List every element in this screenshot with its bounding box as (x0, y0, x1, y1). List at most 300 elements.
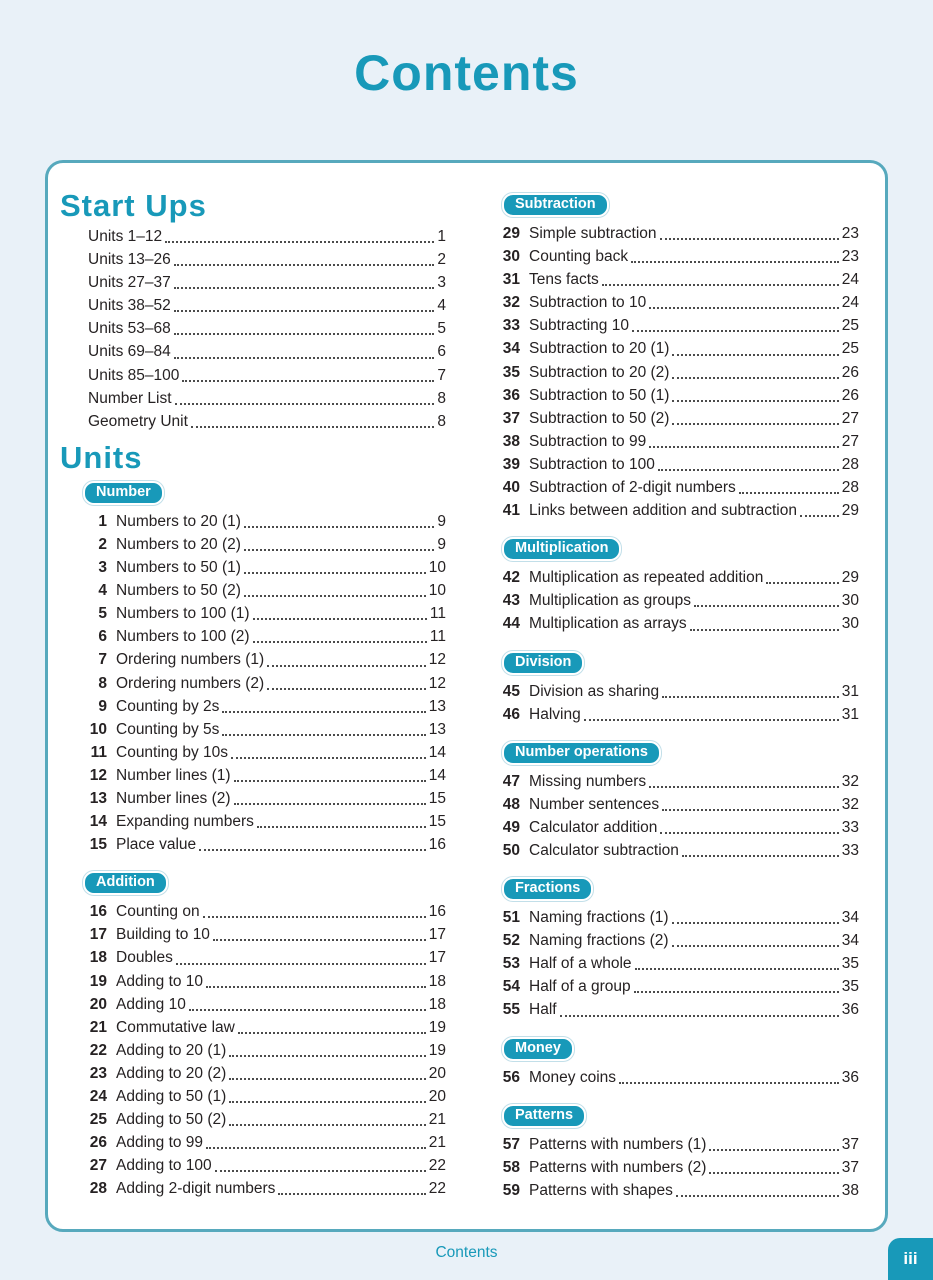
toc-row (502, 770, 859, 793)
toc-item-number: 34 (502, 340, 520, 358)
dot-leader (646, 430, 842, 453)
toc-item-page: 10 (428, 582, 446, 600)
toc-row (73, 900, 446, 923)
toc-item-page: 34 (841, 909, 859, 927)
toc-item-title: Ordering numbers (2) (116, 674, 265, 692)
toc-item-page: 16 (428, 903, 446, 921)
toc-item-title: Division as sharing (529, 682, 660, 700)
toc-item-page: 17 (428, 926, 446, 944)
dot-leader (763, 566, 841, 589)
toc-item-title: Subtraction to 20 (1) (529, 340, 670, 358)
toc-item-title: Units 85–100 (88, 366, 180, 384)
toc-item-number: 55 (502, 1001, 520, 1019)
toc-row (88, 248, 446, 271)
toc-item-title: Subtraction to 50 (1) (529, 386, 670, 404)
toc-row (73, 625, 446, 648)
toc-row (88, 387, 446, 410)
toc-item-page: 10 (428, 559, 446, 577)
toc-item-page: 29 (841, 569, 859, 587)
section-badge-patterns: Patterns (502, 1104, 586, 1128)
contents-box (45, 160, 888, 1232)
toc-row (502, 906, 859, 929)
section-rows-number (73, 510, 492, 856)
dot-leader (706, 1156, 841, 1179)
toc-item-title: Half of a group (529, 978, 631, 996)
section-rows-subtraction (502, 222, 859, 522)
toc-item-number: 46 (502, 705, 520, 723)
section-multiplication (502, 537, 859, 635)
toc-item-page: 27 (841, 432, 859, 450)
toc-item-page: 27 (841, 409, 859, 427)
toc-row (73, 556, 446, 579)
toc-item-page: 26 (841, 363, 859, 381)
section-number (60, 481, 492, 856)
toc-item-title: Units 53–68 (88, 320, 171, 338)
toc-item-title: Subtraction to 10 (529, 294, 647, 312)
section-badge-money: Money (502, 1037, 574, 1061)
toc-item-title: Patterns with shapes (529, 1181, 673, 1199)
toc-item-title: Adding to 100 (116, 1157, 212, 1175)
toc-item-page: 22 (428, 1180, 446, 1198)
dot-leader (241, 556, 429, 579)
toc-item-title: Number sentences (529, 795, 660, 813)
toc-item-number: 47 (502, 772, 520, 790)
dot-leader (687, 612, 842, 635)
toc-row (502, 1133, 859, 1156)
toc-item-page: 13 (428, 697, 446, 715)
toc-item-number: 12 (89, 766, 107, 784)
toc-item-page: 20 (428, 1064, 446, 1082)
start-ups-heading: Start Ups (60, 188, 207, 223)
toc-row (88, 410, 446, 433)
toc-item-title: Numbers to 100 (2) (116, 628, 250, 646)
dot-leader (226, 1039, 428, 1062)
toc-item-number: 7 (98, 651, 107, 669)
toc-item-title: Halving (529, 705, 581, 723)
section-badge-multiplication: Multiplication (502, 537, 621, 561)
toc-row (502, 384, 859, 407)
toc-item-page: 14 (428, 766, 446, 784)
toc-item-page: 37 (841, 1135, 859, 1153)
toc-item-title: Number lines (2) (116, 789, 231, 807)
toc-item-title: Number List (88, 389, 172, 407)
toc-item-number: 53 (502, 955, 520, 973)
toc-item-page: 16 (428, 836, 446, 854)
toc-item-page: 3 (437, 274, 446, 292)
dot-leader (226, 1062, 428, 1085)
toc-item-title: Adding to 20 (1) (116, 1041, 227, 1059)
dot-leader (669, 361, 841, 384)
toc-item-title: Counting by 5s (116, 720, 220, 738)
toc-item-number: 25 (89, 1111, 107, 1129)
toc-item-title: Half (529, 1001, 557, 1019)
toc-item-number: 40 (502, 479, 520, 497)
section-fractions (502, 877, 859, 1021)
toc-item-number: 23 (89, 1064, 107, 1082)
toc-item-number: 22 (89, 1041, 107, 1059)
page-number-tab (888, 1238, 933, 1280)
toc-row (88, 271, 446, 294)
toc-item-title: Subtraction to 20 (2) (529, 363, 670, 381)
toc-item-page: 7 (437, 366, 446, 384)
section-rows-fractions (502, 906, 859, 1021)
toc-item-title: Subtracting 10 (529, 317, 629, 335)
toc-item-page: 28 (841, 455, 859, 473)
dot-leader (219, 695, 428, 718)
toc-item-page: 38 (841, 1181, 859, 1199)
toc-item-page: 21 (428, 1134, 446, 1152)
dot-leader (171, 271, 438, 294)
dot-leader (188, 410, 437, 433)
page-title: Contents (354, 45, 579, 101)
toc-row (73, 970, 446, 993)
toc-item-page: 33 (841, 818, 859, 836)
toc-row (73, 1177, 446, 1200)
toc-row (73, 923, 446, 946)
toc-item-title: Units 69–84 (88, 343, 171, 361)
toc-row (502, 314, 859, 337)
toc-item-title: Numbers to 50 (1) (116, 559, 241, 577)
dot-leader (212, 1154, 429, 1177)
toc-item-title: Naming fractions (2) (529, 932, 669, 950)
toc-item-page: 37 (841, 1158, 859, 1176)
toc-row (502, 1066, 859, 1089)
toc-item-page: 6 (437, 343, 446, 361)
toc-row (502, 589, 859, 612)
toc-item-page: 18 (428, 995, 446, 1013)
toc-row (73, 833, 446, 856)
toc-item-title: Subtraction to 50 (2) (529, 409, 670, 427)
toc-row (502, 929, 859, 952)
toc-item-number: 15 (89, 836, 107, 854)
dot-leader (162, 225, 437, 248)
toc-row (502, 361, 859, 384)
toc-item-page: 15 (428, 813, 446, 831)
toc-row (73, 1108, 446, 1131)
dot-leader (186, 993, 429, 1016)
toc-row (88, 317, 446, 340)
dot-leader (171, 248, 438, 271)
toc-item-number: 33 (502, 317, 520, 335)
toc-row (73, 810, 446, 833)
toc-row (73, 648, 446, 671)
dot-leader (241, 510, 437, 533)
section-badge-number: Number (83, 481, 164, 505)
dot-leader (231, 787, 429, 810)
toc-item-number: 38 (502, 432, 520, 450)
toc-item-number: 36 (502, 386, 520, 404)
dot-leader (200, 900, 429, 923)
toc-item-page: 13 (428, 720, 446, 738)
section-badge-addition: Addition (83, 871, 168, 895)
toc-item-number: 11 (90, 743, 107, 761)
toc-row (73, 1062, 446, 1085)
toc-item-number: 45 (502, 682, 520, 700)
toc-item-number: 5 (98, 605, 107, 623)
dot-leader (275, 1177, 428, 1200)
dot-leader (226, 1108, 428, 1131)
toc-row (502, 839, 859, 862)
section-badge-division: Division (502, 651, 584, 675)
toc-row (502, 476, 859, 499)
dot-leader (646, 291, 842, 314)
dot-leader (203, 970, 429, 993)
dot-leader (629, 314, 842, 337)
dot-leader (219, 718, 428, 741)
toc-item-number: 13 (89, 789, 107, 807)
toc-row (502, 612, 859, 635)
toc-item-number: 9 (98, 697, 107, 715)
section-rows-multiplication (502, 566, 859, 635)
toc-item-number: 56 (502, 1068, 520, 1086)
toc-item-number: 27 (89, 1157, 107, 1175)
toc-item-number: 8 (98, 674, 107, 692)
toc-item-title: Counting on (116, 903, 200, 921)
dot-leader (669, 929, 842, 952)
dot-leader (179, 364, 437, 387)
toc-item-title: Units 13–26 (88, 251, 171, 269)
toc-row (88, 364, 446, 387)
dot-leader (669, 407, 841, 430)
toc-item-title: Counting by 10s (116, 743, 229, 761)
toc-item-page: 15 (428, 789, 446, 807)
toc-item-page: 33 (841, 841, 859, 859)
toc-item-page: 34 (841, 932, 859, 950)
toc-item-page: 20 (428, 1088, 446, 1105)
toc-item-page: 36 (841, 1068, 859, 1086)
toc-row (73, 1131, 446, 1154)
toc-row (88, 225, 446, 248)
toc-item-title: Adding to 50 (1) (116, 1088, 227, 1105)
toc-item-title: Commutative law (116, 1018, 235, 1036)
toc-item-number: 42 (502, 569, 520, 587)
toc-item-title: Calculator addition (529, 818, 658, 836)
toc-item-page: 18 (428, 972, 446, 990)
toc-row (73, 718, 446, 741)
toc-item-number: 58 (502, 1158, 520, 1176)
dot-leader (235, 1016, 429, 1039)
toc-item-page: 26 (841, 386, 859, 404)
toc-row (502, 499, 859, 522)
section-division (502, 651, 859, 726)
left-sections (60, 481, 492, 1201)
dot-leader (669, 906, 842, 929)
section-rows-patterns (502, 1133, 859, 1202)
toc-item-title: Expanding numbers (116, 813, 254, 831)
toc-item-title: Adding 2-digit numbers (116, 1180, 276, 1198)
toc-item-page: 12 (428, 651, 446, 669)
toc-item-title: Adding 10 (116, 995, 186, 1013)
toc-row (502, 816, 859, 839)
toc-item-number: 49 (502, 818, 520, 836)
toc-item-title: Adding to 10 (116, 972, 204, 990)
section-money (502, 1037, 859, 1089)
toc-item-number: 41 (502, 502, 520, 520)
toc-item-number: 1 (98, 512, 107, 530)
dot-leader (673, 1179, 842, 1202)
dot-leader (657, 222, 842, 245)
toc-item-title: Multiplication as groups (529, 592, 691, 610)
dot-leader (616, 1066, 842, 1089)
toc-item-page: 17 (428, 949, 446, 967)
toc-item-number: 31 (502, 271, 520, 289)
toc-item-title: Simple subtraction (529, 225, 657, 242)
toc-item-title: Half of a whole (529, 955, 632, 973)
toc-row (502, 566, 859, 589)
toc-item-page: 28 (841, 479, 859, 497)
right-column (492, 189, 859, 1229)
toc-row (88, 294, 446, 317)
toc-item-number: 57 (502, 1135, 520, 1153)
toc-item-title: Doubles (116, 949, 173, 967)
toc-item-title: Ordering numbers (1) (116, 651, 265, 669)
toc-row (73, 579, 446, 602)
toc-item-title: Money coins (529, 1068, 617, 1086)
dot-leader (171, 294, 438, 317)
toc-row (73, 1016, 446, 1039)
toc-row (73, 1154, 446, 1177)
dot-leader (599, 268, 842, 291)
toc-item-number: 18 (89, 949, 107, 967)
toc-row (73, 1085, 446, 1108)
toc-row (73, 787, 446, 810)
dot-leader (254, 810, 429, 833)
toc-item-number: 24 (89, 1088, 107, 1105)
toc-item-number: 20 (89, 995, 107, 1013)
toc-row (502, 291, 859, 314)
toc-row (502, 680, 859, 703)
toc-row (73, 764, 446, 787)
toc-row (502, 1179, 859, 1202)
toc-item-number: 59 (502, 1181, 520, 1199)
section-rows-division (502, 680, 859, 726)
dot-leader (171, 340, 438, 363)
toc-item-page: 1 (437, 228, 446, 245)
dot-leader (581, 703, 842, 726)
toc-row (502, 998, 859, 1021)
toc-item-title: Naming fractions (1) (529, 909, 669, 927)
toc-item-title: Patterns with numbers (1) (529, 1135, 707, 1153)
toc-row (502, 430, 859, 453)
toc-item-title: Counting back (529, 248, 629, 266)
toc-item-title: Missing numbers (529, 772, 647, 790)
toc-item-number: 28 (89, 1180, 107, 1198)
toc-item-page: 30 (841, 615, 859, 633)
toc-row (73, 1039, 446, 1062)
toc-row (502, 453, 859, 476)
toc-item-title: Number lines (1) (116, 766, 231, 784)
toc-item-page: 24 (841, 294, 859, 312)
dot-leader (226, 1085, 428, 1108)
toc-item-page: 35 (841, 978, 859, 996)
toc-row (73, 946, 446, 969)
toc-row (73, 672, 446, 695)
toc-item-page: 8 (437, 389, 446, 407)
dot-leader (669, 337, 841, 360)
dot-leader (250, 625, 430, 648)
dot-leader (231, 764, 429, 787)
toc-item-page: 23 (841, 248, 859, 266)
toc-item-number: 19 (89, 972, 107, 990)
section-addition (60, 871, 492, 1200)
toc-item-page: 9 (437, 512, 446, 530)
toc-item-title: Adding to 99 (116, 1134, 204, 1152)
toc-row (502, 793, 859, 816)
toc-item-title: Subtraction to 99 (529, 432, 647, 450)
section-number-operations (502, 741, 859, 862)
dot-leader (659, 793, 842, 816)
dot-leader (669, 384, 841, 407)
toc-item-page: 35 (841, 955, 859, 973)
toc-item-title: Units 27–37 (88, 274, 171, 292)
dot-leader (631, 975, 842, 998)
toc-item-number: 26 (89, 1134, 107, 1152)
dot-leader (628, 245, 842, 268)
section-patterns (502, 1104, 859, 1202)
toc-item-title: Counting by 2s (116, 697, 220, 715)
toc-item-number: 21 (89, 1018, 107, 1036)
section-badge-number-operations: Number operations (502, 741, 661, 765)
toc-row (73, 993, 446, 1016)
toc-item-title: Numbers to 20 (2) (116, 535, 241, 553)
toc-item-page: 22 (428, 1157, 446, 1175)
toc-row (73, 741, 446, 764)
toc-item-title: Tens facts (529, 271, 599, 289)
section-rows-addition (73, 900, 492, 1200)
toc-item-number: 16 (89, 903, 107, 921)
toc-item-number: 10 (89, 720, 107, 738)
toc-item-page: 31 (841, 682, 859, 700)
dot-leader (171, 317, 438, 340)
toc-item-page: 36 (841, 1001, 859, 1019)
toc-item-number: 39 (502, 455, 520, 473)
toc-item-number: 29 (502, 225, 520, 242)
dot-leader (210, 923, 429, 946)
toc-item-page: 31 (841, 705, 859, 723)
dot-leader (646, 770, 842, 793)
toc-item-page: 11 (429, 605, 446, 623)
toc-item-page: 9 (437, 535, 446, 553)
dot-leader (172, 387, 438, 410)
dot-leader (797, 499, 842, 522)
toc-item-page: 32 (841, 795, 859, 813)
toc-row (502, 407, 859, 430)
dot-leader (203, 1131, 429, 1154)
toc-item-number: 35 (502, 363, 520, 381)
dot-leader (632, 952, 842, 975)
toc-item-page: 23 (841, 225, 859, 242)
dot-leader (264, 648, 429, 671)
toc-item-title: Units 38–52 (88, 297, 171, 315)
toc-item-number: 30 (502, 248, 520, 266)
toc-item-title: Links between addition and subtraction (529, 502, 797, 520)
section-badge-fractions: Fractions (502, 877, 593, 901)
toc-item-number: 50 (502, 841, 520, 859)
toc-item-number: 44 (502, 615, 520, 633)
toc-item-title: Adding to 50 (2) (116, 1111, 227, 1129)
footer-label: Contents (435, 1244, 498, 1261)
toc-item-page: 4 (437, 297, 446, 315)
toc-item-page: 8 (437, 412, 446, 430)
toc-item-title: Calculator subtraction (529, 841, 679, 859)
toc-item-title: Units 1–12 (88, 228, 163, 245)
toc-item-number: 6 (98, 628, 107, 646)
toc-row (502, 245, 859, 268)
toc-item-title: Multiplication as repeated addition (529, 569, 764, 587)
toc-row (88, 340, 446, 363)
toc-item-page: 5 (437, 320, 446, 338)
toc-item-page: 19 (428, 1041, 446, 1059)
